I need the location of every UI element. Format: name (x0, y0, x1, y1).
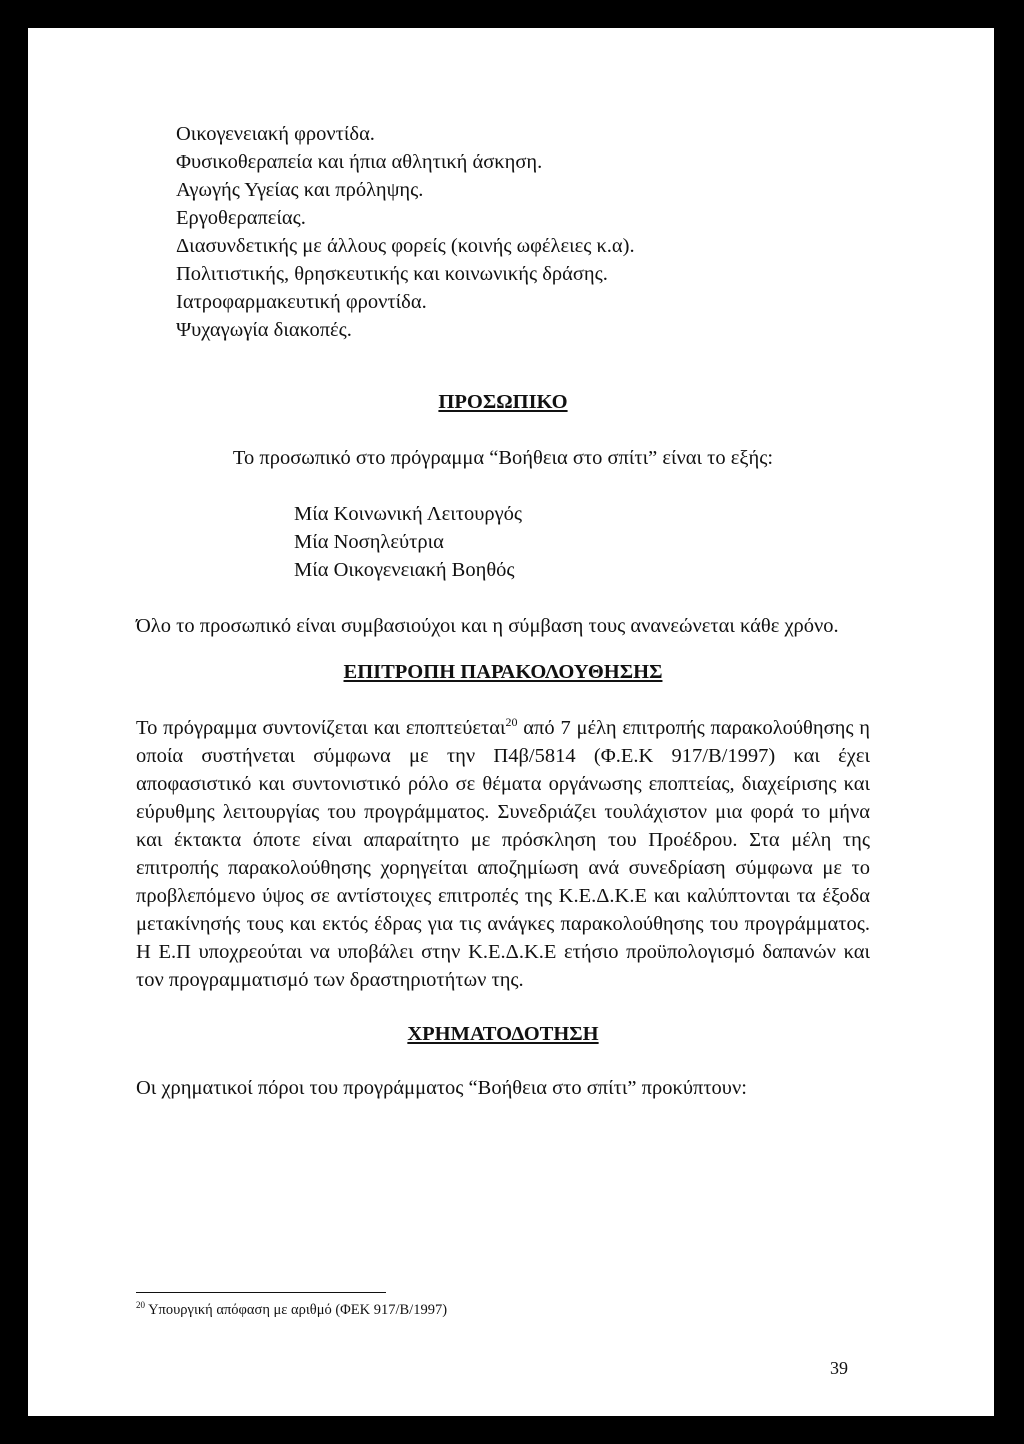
page-number: 39 (830, 1358, 848, 1378)
footnote-separator (136, 1292, 386, 1293)
document-page (28, 28, 994, 1416)
list-item: Φυσικοθεραπεία και ήπια αθλητική άσκηση. (176, 151, 543, 173)
footnote-reference: 20 (505, 715, 518, 729)
services-list (136, 120, 870, 344)
footnote-number: 20 (136, 1300, 145, 1310)
funding-paragraph: Οι χρηματικοί πόροι του προγράμματος “Βοήθεια στο σπίτι” προκύπτουν: (136, 1077, 747, 1099)
committee-text-start: Το πρόγραμμα συντονίζεται και εποπτεύεται (136, 717, 506, 739)
personnel-heading: ΠΡΟΣΩΠΙΚΟ (438, 391, 568, 413)
staff-item: Μία Κοινωνική Λειτουργός (294, 503, 523, 525)
list-item: Εργοθεραπείας. (176, 207, 306, 229)
committee-text-rest: από 7 μέλη επιτροπής παρακολούθησης η οποία συστήνεται σύμφωνα με την Π4β/5814 (Φ.Ε.Κ 917/Β/1997) και έχει αποφασιστικό και συντονιστικό ρόλο σε θέματα οργάνωσης εποπτείας, διαχείρισης και εύρυθμης λειτουργίας του προγράμματος. Συνεδριάζει τουλάχιστον μια φορά το μήνα και έκτακτα όποτε είναι απαραίτητο με πρόσκληση του Προέδρου. Στα μέλη της επιτροπής παρακολούθησης χορηγείται αποζημίωση ανά συνεδρίαση σύμφωνα με το προβλεπόμενο ύψος σε αντίστοιχες επιτροπές της Κ.Ε.Δ.Κ.Ε και καλύπτονται τα έξοδα μετακίνησής τους και εκτός έδρας για τις ανάγκες παρακολούθησης του προγράμματος. Η Ε.Π υποχρεούται να υποβάλει στην Κ.Ε.Δ.Κ.Ε ετήσιο προϋπολογισμό δαπανών και τον προγραμματισμό των δραστηριοτήτων της. (136, 717, 870, 991)
funding-heading: ΧΡΗΜΑΤΟΔΟΤΗΣΗ (407, 1023, 599, 1045)
committee-heading: ΕΠΙΤΡΟΠΗ ΠΑΡΑΚΟΛΟΥΘΗΣΗΣ (343, 661, 663, 683)
contract-note: Όλο το προσωπικό είναι συμβασιούχοι και η σύμβαση τους ανανεώνεται κάθε χρόνο. (136, 615, 839, 637)
list-item: Οικογενειακή φροντίδα. (176, 123, 375, 145)
staff-list (136, 500, 870, 584)
staff-item: Μία Νοσηλεύτρια (294, 531, 444, 553)
list-item: Ψυχαγωγία διακοπές. (176, 319, 352, 341)
staff-item: Μία Οικογενειακή Βοηθός (294, 559, 515, 581)
list-item: Διασυνδετικής με άλλους φορείς (κοινής ωφέλειες κ.α). (176, 235, 635, 257)
list-item: Πολιτιστικής, θρησκευτικής και κοινωνικής δράσης. (176, 263, 608, 285)
footnote-text: Υπουργική απόφαση με αριθμό (ΦΕΚ 917/Β/1997) (145, 1302, 448, 1318)
page-content (136, 120, 870, 1102)
list-item: Ιατροφαρμακευτική φροντίδα. (176, 291, 427, 313)
footnote (136, 1300, 447, 1320)
personnel-intro: Το προσωπικό στο πρόγραμμα “Βοήθεια στο σπίτι” είναι το εξής: (232, 447, 774, 469)
committee-paragraph (136, 714, 870, 994)
list-item: Αγωγής Υγείας και πρόληψης. (176, 179, 424, 201)
